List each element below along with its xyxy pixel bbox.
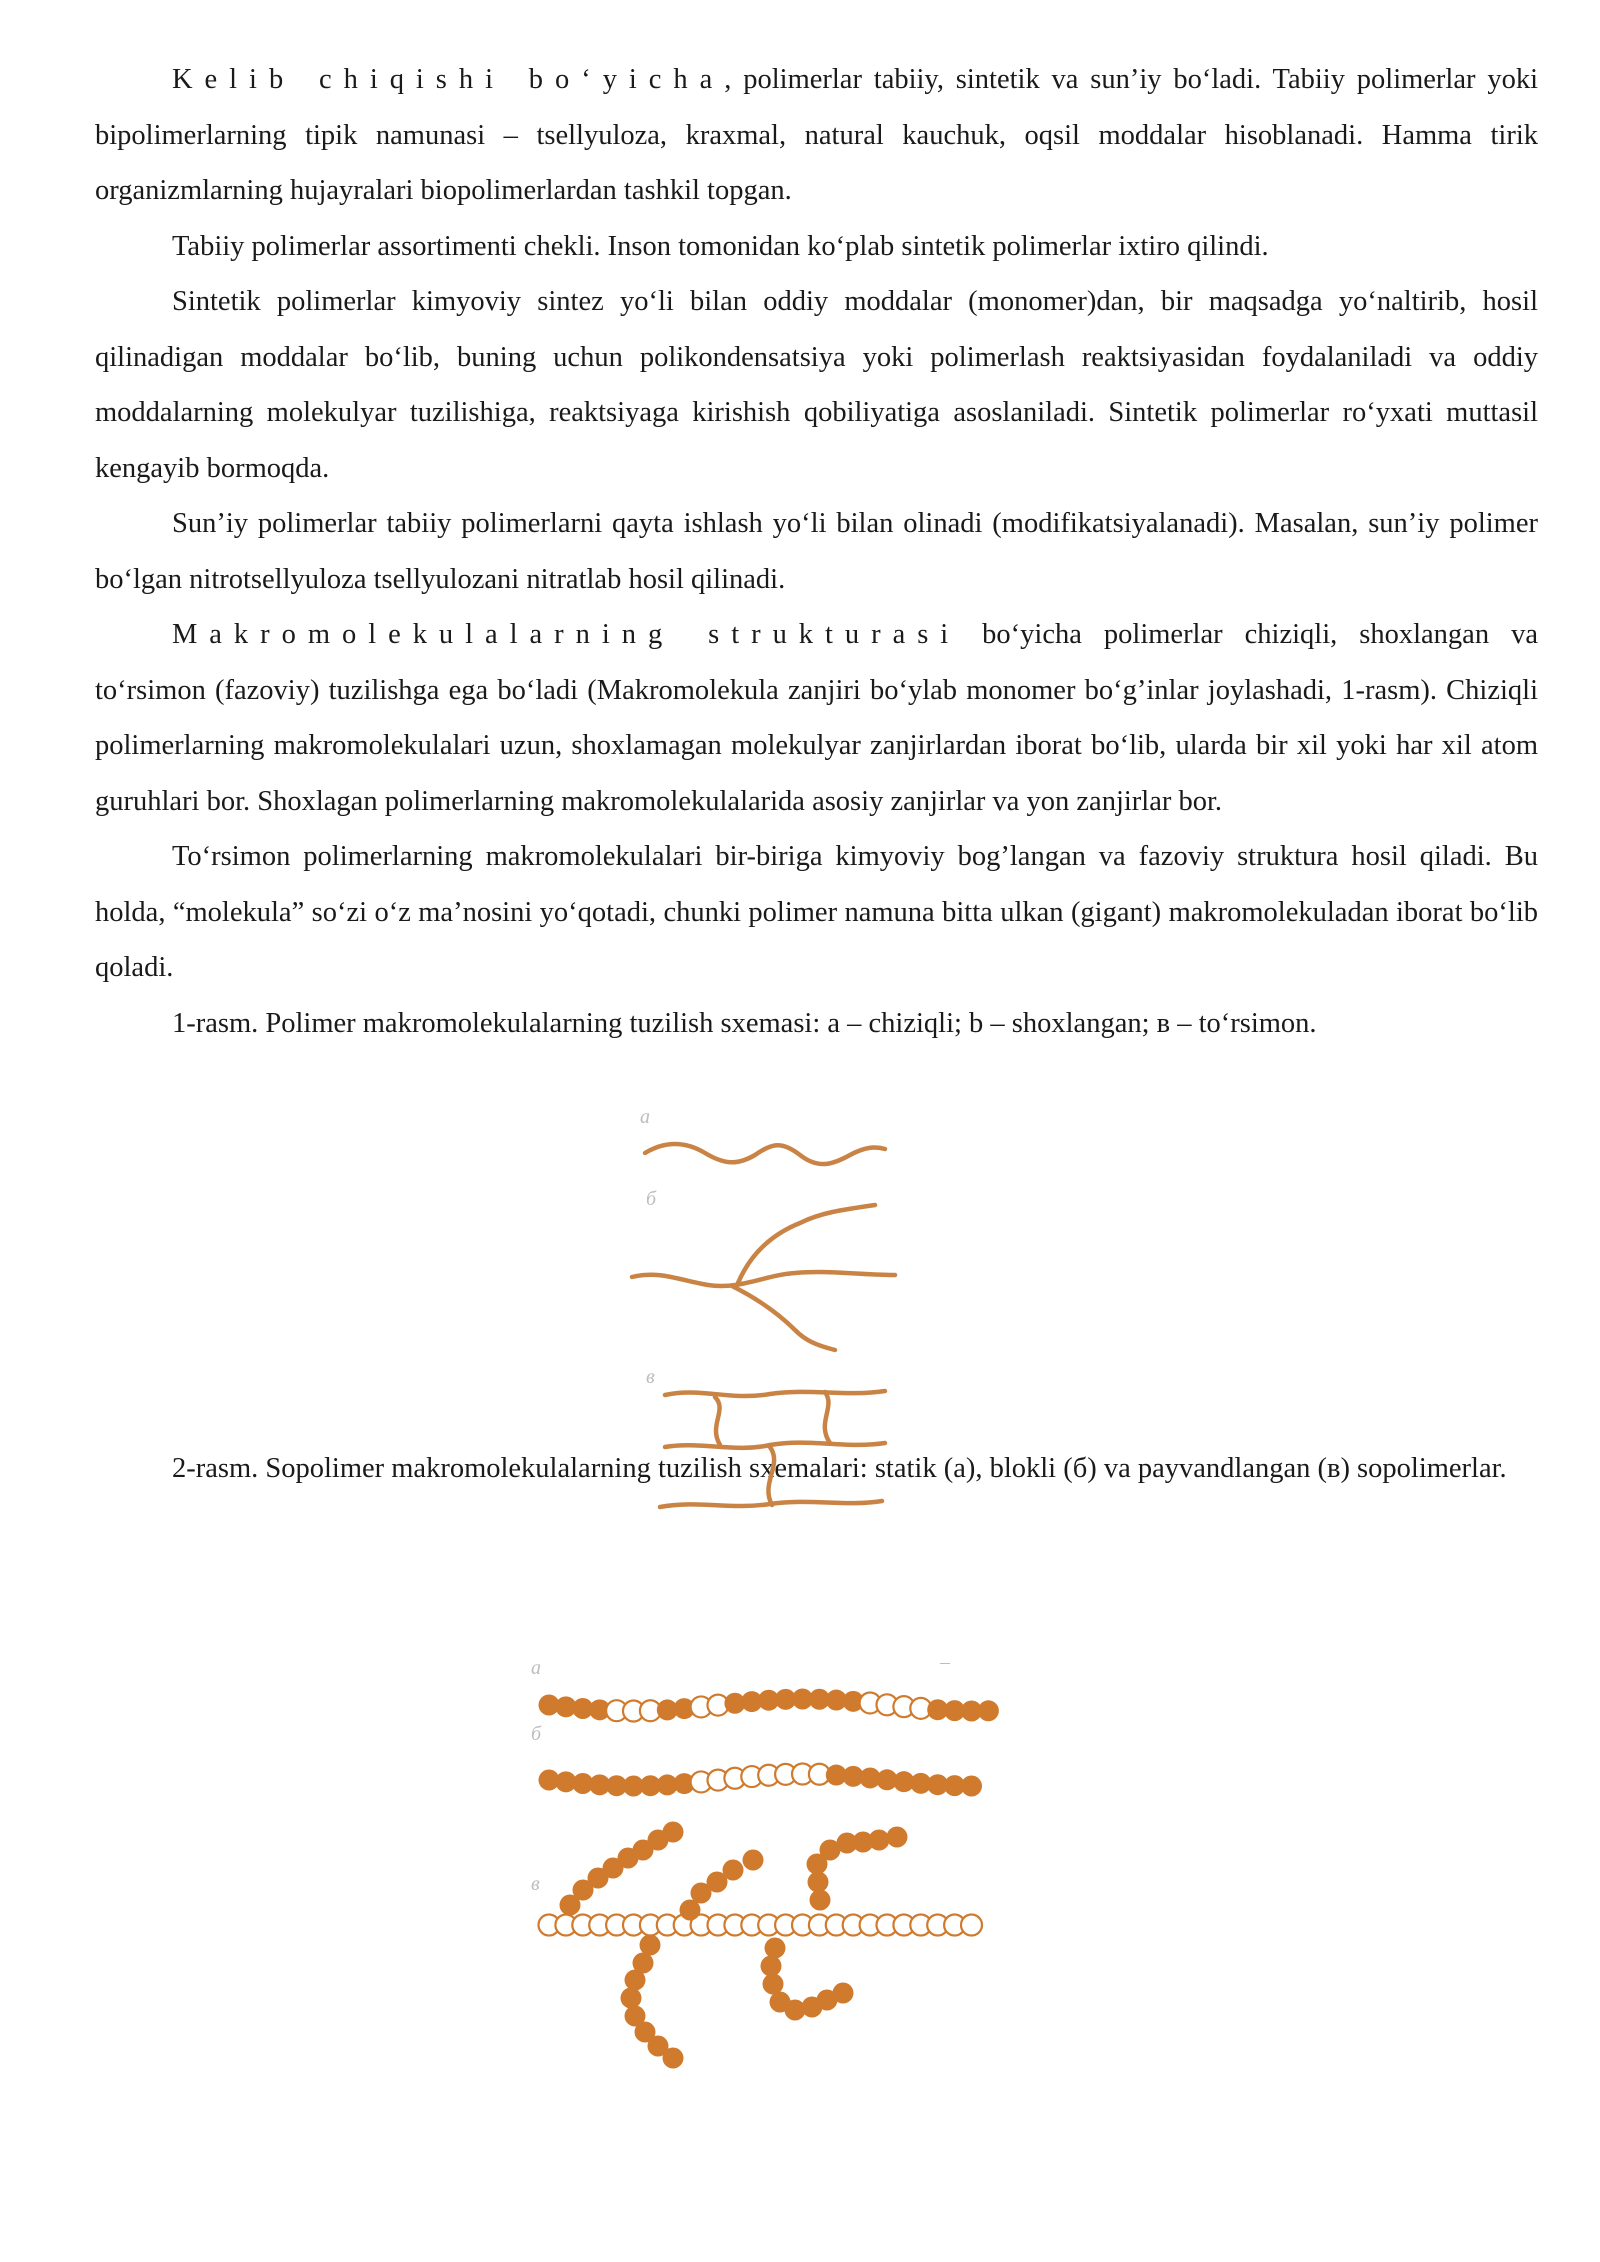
heading-origin: Kelib chiqishi bo‘yicha: [172, 64, 725, 95]
block-copolymer-bead: [961, 1775, 982, 1796]
statistic-copolymer-bead: [978, 1700, 999, 1721]
graft-branch-bead: [640, 1935, 661, 1956]
figure1-label-a: a: [640, 1106, 650, 1128]
graft-branch-bead: [663, 1822, 684, 1843]
figure2-label-a: a: [531, 1660, 541, 1679]
heading-structure: Makromolekulalarning strukturasi: [172, 619, 961, 650]
bead-layer: [539, 1689, 999, 2069]
figure1-label-v: в: [646, 1366, 655, 1388]
paragraph-natural: Tabiiy polimerlar assortimenti chekli. Inson tomonidan ko‘plab sintetik polimerlar ixtiro qilindi.: [172, 230, 1269, 262]
paragraph-synthetic: Sintetik polimerlar kimyoviy sintez yo‘li bilan oddiy moddalar (monomer)dan, bir maqsadga yo‘naltirib, hosil qilinadigan moddalar bo‘lib, buning uchun polikondensatsiya yoki polimerlash reaktsiyasidan foydalaniladi va oddiy moddalarning molekulyar tuzilishiga, reaktsiyaga kirishish qobiliyatiga asoslaniladi. Sintetik polimerlar ro‘yxati muttasil kengayib bormoqda.: [95, 286, 1538, 484]
figure1-label-b: б: [646, 1188, 657, 1210]
figure1-diagram: [620, 1105, 920, 1525]
network-crosslink-2: [825, 1392, 830, 1443]
figure1-caption: 1-rasm. Polimer makromolekulalarning tuzilish sxemasi: a – chiziqli; b – shoxlangan; в – to‘rsimon.: [172, 1007, 1317, 1039]
graft-branch-bead: [621, 1988, 642, 2009]
linear-chain: [645, 1144, 885, 1164]
network-chain-2: [665, 1443, 885, 1448]
graft-branch-bead: [723, 1860, 744, 1881]
figure2-label-v: в: [531, 1873, 540, 1895]
network-crosslink-3: [768, 1447, 774, 1505]
graft-branch-bead: [887, 1827, 908, 1848]
graft-branch-bead: [869, 1830, 890, 1851]
figure2-diagram: [525, 1660, 1010, 2110]
graft-branch-bead: [765, 1938, 786, 1959]
branched-main-chain: [632, 1272, 895, 1286]
graft-branch-bead: [743, 1850, 764, 1871]
paragraph-origin: [95, 52, 1538, 219]
figure2-caption: 2-rasm. Sopolimer makromolekulalarning tuzilish sxemalari: statik (a), blokli (б) va payvandlangan (в) sopolimerlar.: [172, 1453, 1507, 1484]
network-chain-1: [665, 1391, 885, 1396]
graft-branch-bead: [625, 1970, 646, 1991]
paragraph-artificial: Sun’iy polimerlar tabiiy polimerlarni qayta ishlash yo‘li bilan olinadi (modifikatsiyalanadi). Masalan, sun’iy polimer bo‘lgan nitrotsellyuloza tsellyulozani nitratlab hosil qilinadi.: [95, 508, 1538, 595]
paragraph-structure-text: bo‘yicha polimerlar chiziqli, shoxlangan va to‘rsimon (fazoviy) tuzilishga ega bo‘ladi (Makromolekula zanjiri bo‘ylab monomer bo‘g’inlar joylashadi, 1-rasm). Chiziqli polimerlarning makromolekulalari uzun, shoxlamagan molekulyar zanjirlardan iborat bo‘lib, ularda bir xil yoki har xil atom guruhlari bor. Shoxlagan polimerlarning makromolekulalarida asosiy zanjirlar va yon zanjirlar bor.: [95, 619, 1539, 817]
graft-branch-bead: [763, 1974, 784, 1995]
paragraph-origin-text: , polimerlar tabiiy, sintetik va sun’iy bo‘ladi. Tabiiy polimerlar yoki bipolimerlarning tipik namunasi – tsellyuloza, kraxmal, natural kauchuk, oqsil moddalar hisoblanadi. Hamma tirik organizmlarning hujayralari biopolimerlardan tashkil topgan.: [95, 64, 1538, 206]
graft-branch-bead: [833, 1983, 854, 2004]
branched-side-chain-down: [732, 1286, 835, 1350]
graft-branch-bead: [761, 1956, 782, 1977]
network-crosslink-1: [715, 1397, 720, 1445]
figure2-dash: –: [940, 1660, 950, 1673]
graft-branch-bead: [810, 1890, 831, 1911]
graft-branch-bead: [808, 1872, 829, 1893]
graft-backbone-bead: [961, 1915, 982, 1936]
paragraph-structure: [95, 607, 1538, 829]
paragraph-network: To‘rsimon polimerlarning makromolekulalari bir-biriga kimyoviy bog’langan va fazoviy struktura hosil qiladi. Bu holda, “molekula” so‘zi o‘z ma’nosini yo‘qotadi, chunki polimer namuna bitta ulkan (gigant) makromolekuladan iborat bo‘lib qoladi.: [95, 841, 1538, 983]
graft-branch-bead: [663, 2048, 684, 2069]
figure2-label-b: б: [531, 1723, 542, 1745]
